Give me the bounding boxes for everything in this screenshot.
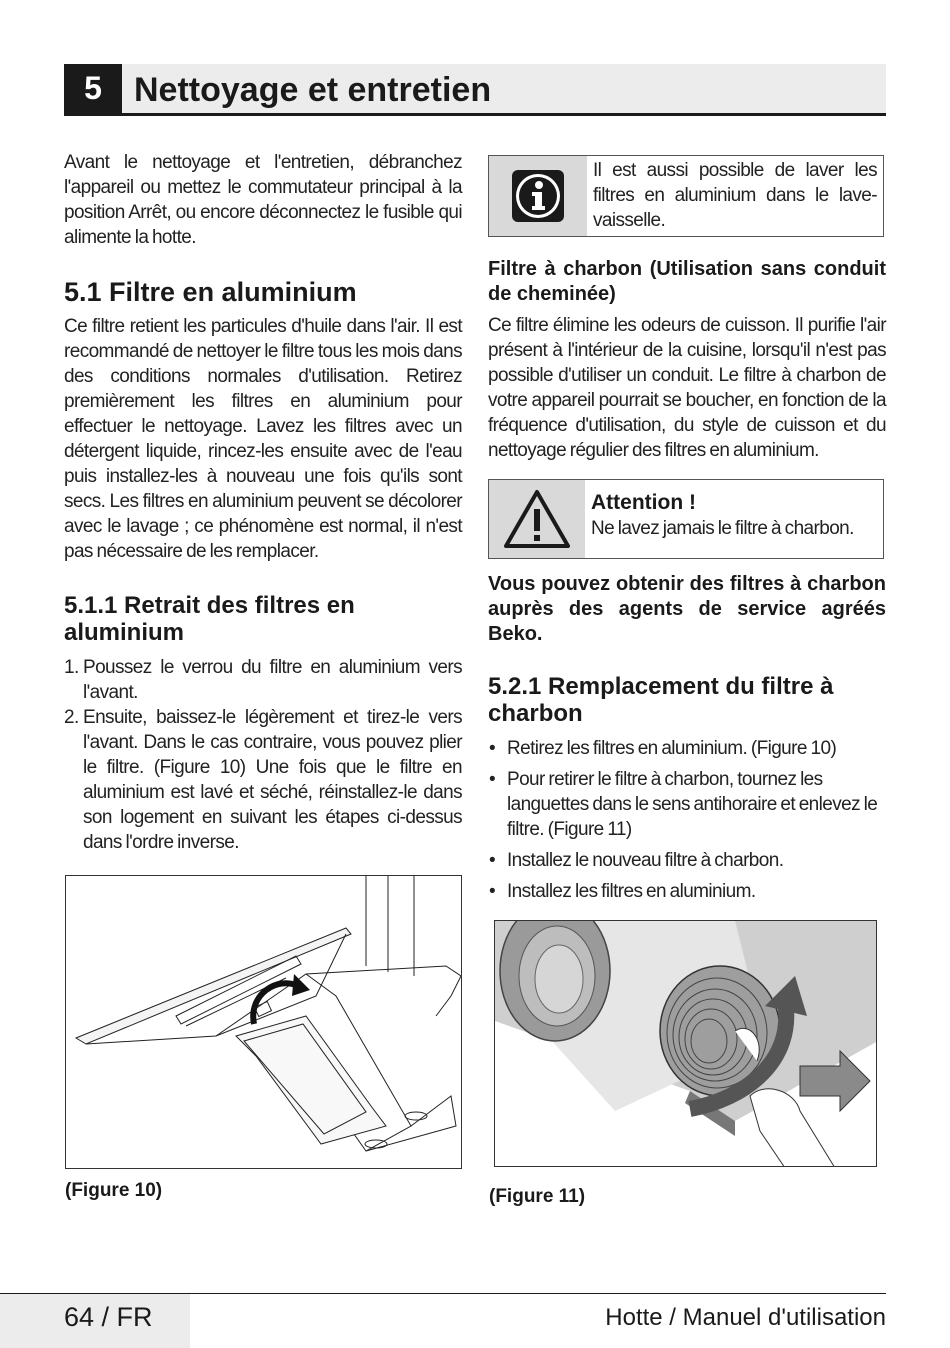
list-item <box>64 655 462 705</box>
document-title: Hotte / Manuel d'utilisation <box>605 1304 886 1331</box>
chapter-header <box>64 64 886 116</box>
section-5-1-1-title: 5.1.1 Retrait des filtres en aluminium <box>64 592 355 646</box>
warning-icon <box>503 489 571 549</box>
figure-11-image <box>494 920 877 1167</box>
warning-content <box>585 480 883 558</box>
list-item <box>64 705 462 855</box>
list-item: • Pour retirer le filtre à charbon, tournez les languettes dans le sens antihoraire et enlevez le filtre. (Figure 11) <box>488 767 886 842</box>
warning-text: Ne lavez jamais le filtre à charbon. <box>591 518 854 539</box>
chapter-number: 5 <box>64 64 122 113</box>
warning-title: Attention ! <box>591 491 696 514</box>
intro-paragraph: Avant le nettoyage et l'entretien, débranchez l'appareil ou mettez le commutateur principal à la position Arrêt, ou encore déconnectez le fusible qui alimente la hotte. <box>64 152 462 248</box>
chapter-title: Nettoyage et entretien <box>134 71 492 109</box>
list-item: • Installez les filtres en aluminium. <box>488 879 886 904</box>
charcoal-filter-illustration <box>495 921 877 1167</box>
list-item: • Installez le nouveau filtre à charbon. <box>488 848 886 873</box>
warning-box <box>488 479 884 559</box>
info-icon-cell <box>489 156 587 236</box>
figure-10-image <box>65 875 462 1169</box>
right-column <box>488 155 886 910</box>
info-text: Il est aussi possible de laver les filtres en aluminium dans le lave-vaisselle. <box>593 160 877 231</box>
info-icon <box>510 168 566 224</box>
step-text: Poussez le verrou du filtre en aluminium vers l'avant. <box>83 657 462 703</box>
step-text: Ensuite, baissez-le légèrement et tirez-le vers l'avant. Dans le cas contraire, vous pouvez plier le filtre. (Figure 10) Une fois que le filtre en aluminium est lavé et séché, réinstallez-le dans son logement en suivant les étapes ci-dessus dans l'ordre inverse. <box>83 707 462 853</box>
list-item: • Retirez les filtres en aluminium. (Figure 10) <box>488 736 886 761</box>
info-box <box>488 155 884 237</box>
section-5-2-1-title: 5.2.1 Remplacement du filtre à charbon <box>488 673 834 727</box>
section-5-1-text: Ce filtre retient les particules d'huile dans l'air. Il est recommandé de nettoyer le filtre tous les mois dans des conditions normales d'utilisation. Retirez premièrement les filtres en aluminium pour effectuer le nettoyage. Lavez les filtres avec un détergent liquide, rincez-les ensuite avec de l'eau puis installez-les à nouveau une fois qu'ils sont secs. Les filtres en aluminium peuvent se décolorer avec le lavage ; ce phénomène est normal, il n'est pas nécessaire de les remplacer. <box>64 316 462 562</box>
figure-11-caption: (Figure 11) <box>489 1186 586 1207</box>
range-hood-filter-illustration <box>66 876 462 1169</box>
step-number: 2. <box>64 707 79 728</box>
bullet-list <box>488 736 886 904</box>
figure-10-caption: (Figure 10) <box>65 1180 163 1201</box>
section-5-1-title: 5.1 Filtre en aluminium <box>64 277 357 307</box>
step-number: 1. <box>64 657 79 678</box>
steps-list <box>64 655 462 855</box>
left-column <box>64 150 462 855</box>
page-number: 64 / FR <box>64 1302 153 1332</box>
bold-note: Vous pouvez obtenir des filtres à charbon auprès des agents de service agréés Beko. <box>488 573 886 645</box>
charcoal-filter-text: Ce filtre élimine les odeurs de cuisson. Il purifie l'air présent à l'intérieur de la cuisine, lorsqu'il n'est pas possible d'utiliser un conduit. Le filtre à charbon de votre appareil pourrait se boucher, en fonction de la fréquence d'utilisation, du style de cuisson et du nettoyage régulier des filtres en aluminium. <box>488 315 886 461</box>
warning-icon-cell <box>489 480 585 558</box>
charcoal-filter-title: Filtre à charbon (Utilisation sans conduit de cheminée) <box>488 258 886 305</box>
